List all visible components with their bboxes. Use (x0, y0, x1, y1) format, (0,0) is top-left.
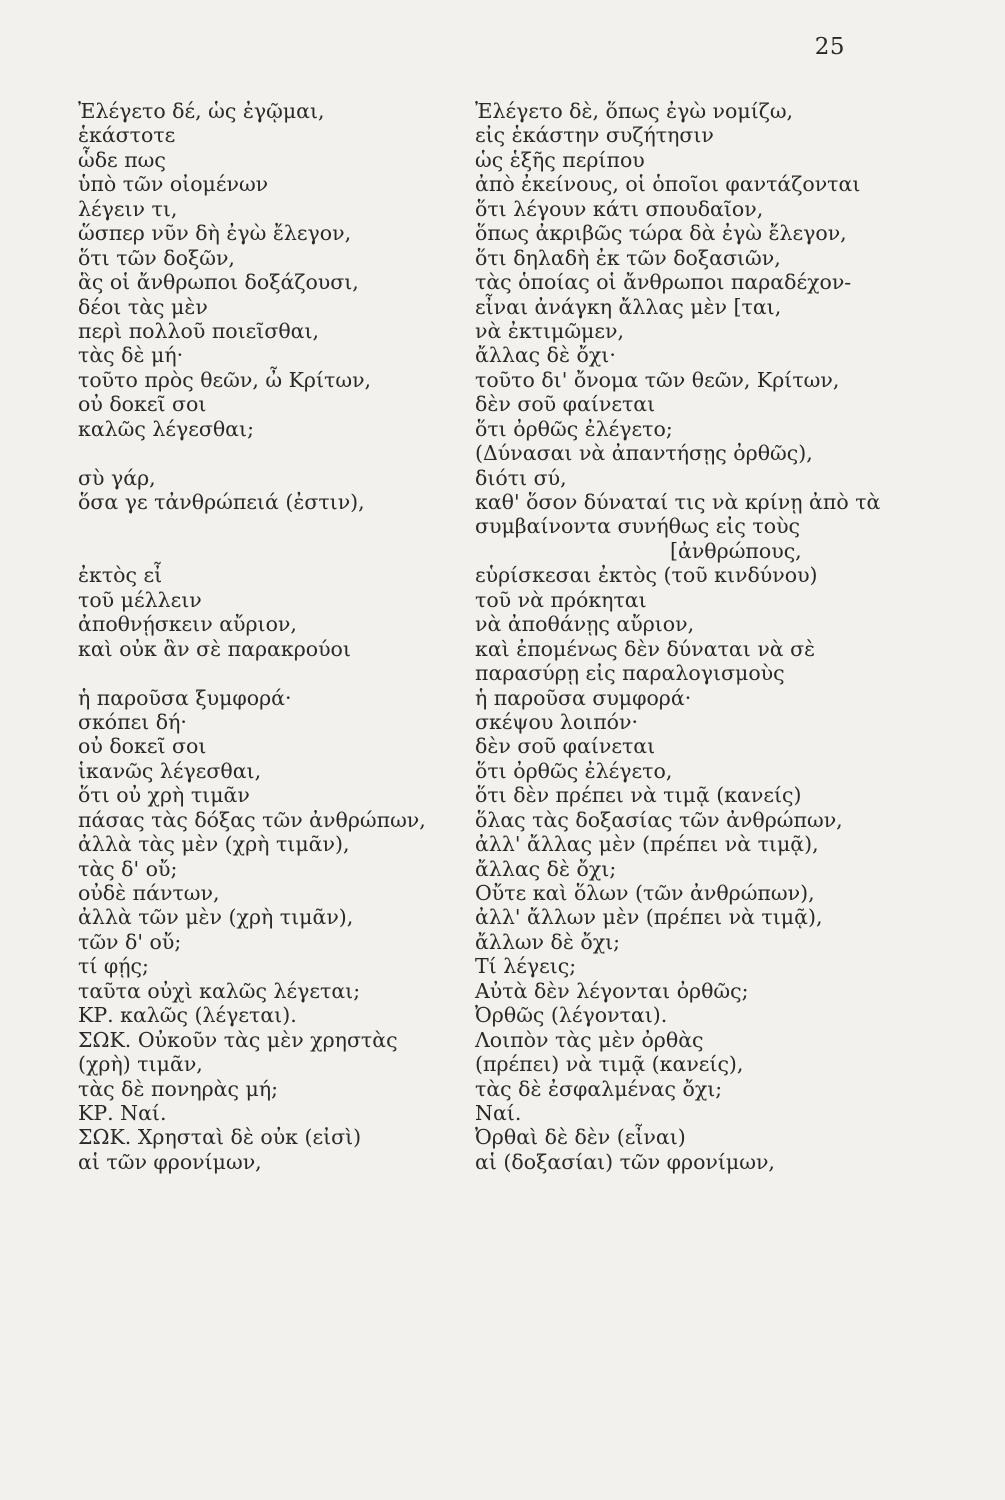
text-line: τὰς δ' οὔ; (78, 856, 178, 881)
text-line: καθ' ὅσον δύναταί τις νὰ κρίνῃ ἀπὸ τὰ (475, 490, 881, 514)
text-line: ὅτι οὐ χρὴ τιμᾶν (78, 783, 250, 808)
blank-line (78, 514, 488, 538)
text-line: εὑρίσκεσαι ἐκτὸς (τοῦ κινδύνου) (475, 563, 818, 588)
text-line: δὲν σοῦ φαίνεται (475, 392, 656, 417)
text-line: παρασύρῃ εἰς παραλογισμοὺς (475, 661, 785, 686)
text-line: ἀπὸ ἐκείνους, οἱ ὁποῖοι φαντάζονται (475, 172, 861, 197)
text-line: ἑκάστοτε (78, 123, 176, 148)
text-line: ὅτι δὲν πρέπει νὰ τιμᾷ (κανείς) (475, 783, 802, 808)
text-line: τὰς δὲ ἐσφαλμένας ὄχι; (475, 1076, 723, 1101)
page-number: 25 (814, 34, 845, 60)
text-line: ὅπως ἀκριβῶς τώρα δὰ ἐγὼ ἔλεγον, (475, 221, 847, 246)
text-line: διότι σύ, (475, 465, 567, 490)
modern-greek-translation-column (475, 99, 935, 1174)
text-line: Ναί. (475, 1100, 522, 1125)
text-line: ὡς ἑξῆς περίπου (475, 147, 645, 172)
text-line: σὺ γάρ, (78, 465, 156, 490)
text-line: Ὀρθαὶ δὲ δὲν (εἶναι) (475, 1125, 686, 1150)
text-line: συμβαίνοντα συνήθως εἰς τοὺς (475, 514, 801, 539)
text-line: ταῦτα οὐχὶ καλῶς λέγεται; (78, 978, 361, 1003)
text-line: ἱκανῶς λέγεσθαι, (78, 758, 262, 783)
text-line: ὧδε πως (78, 147, 166, 172)
text-line: καλῶς λέγεσθαι; (78, 416, 254, 441)
text-line: ὅτι ὀρθῶς ἐλέγετο; (475, 416, 673, 441)
text-line: εἶναι ἀνάγκη ἄλλας μὲν [ται, (475, 294, 782, 319)
text-line: οὐ δοκεῖ σοι (78, 734, 207, 759)
text-line: τῶν δ' οὔ; (78, 929, 182, 954)
text-line: ἡ παροῦσα συμφορά· (475, 685, 692, 710)
text-line: τὰς ὁποίας οἱ ἄνθρωποι παραδέχον- (475, 270, 852, 295)
text-line: ἄλλων δὲ ὄχι; (475, 929, 621, 954)
text-line: ὅτι τῶν δοξῶν, (78, 245, 235, 270)
text-line: ἄλλας δὲ ὄχι· (475, 343, 616, 368)
text-line: (χρὴ) τιμᾶν, (78, 1052, 203, 1077)
text-line: τοῦ μέλλειν (78, 587, 202, 612)
blank-line (78, 441, 488, 465)
text-line: τὰς δὲ πονηρὰς μή; (78, 1076, 279, 1101)
blank-line (78, 539, 488, 563)
text-line: ὅτι δηλαδὴ ἐκ τῶν δοξασιῶν, (475, 245, 781, 270)
text-line: τοῦτο πρὸς θεῶν, ὦ Κρίτων, (78, 367, 372, 392)
text-line: ἡ παροῦσα ξυμφορά· (78, 685, 292, 710)
text-line: ΣΩΚ. Χρησταὶ δὲ οὐκ (εἰσὶ) (78, 1125, 362, 1150)
text-line: καὶ ἐπομένως δὲν δύναται νὰ σὲ (475, 636, 816, 661)
text-line: ἃς οἱ ἄνθρωποι δοξάζουσι, (78, 270, 359, 295)
text-line: ἄλλας δὲ ὄχι; (475, 856, 617, 881)
text-line: τοῦτο δι' ὄνομα τῶν θεῶν, Κρίτων, (475, 367, 840, 392)
text-line: (Δύνασαι νὰ ἀπαντήσῃς ὀρθῶς), (475, 441, 813, 466)
text-line: Τί λέγεις; (475, 954, 577, 979)
text-line: ΣΩΚ. Οὐκοῦν τὰς μὲν χρηστὰς (78, 1027, 398, 1052)
text-line: ἀλλ' ἄλλων μὲν (πρέπει νὰ τιμᾷ), (475, 905, 823, 930)
text-line: αἱ τῶν φρονίμων, (78, 1149, 262, 1174)
text-line: σκόπει δή· (78, 709, 187, 734)
text-line: νὰ ἀποθάνῃς αὔριον, (475, 612, 695, 637)
text-line: ὅτι ὀρθῶς ἐλέγετο, (475, 758, 673, 783)
text-line: Ὀρθῶς (λέγονται). (475, 1003, 668, 1028)
text-line: ἀλλ' ἄλλας μὲν (πρέπει νὰ τιμᾷ), (475, 832, 819, 857)
text-line: Ἐλέγετο δέ, ὡς ἐγῷμαι, (78, 99, 325, 123)
text-line: τί φῄς; (78, 954, 149, 979)
text-line: ὑπὸ τῶν οἰομένων (78, 172, 269, 197)
text-line: εἰς ἑκάστην συζήτησιν (475, 123, 714, 148)
text-line: ἐκτὸς εἶ (78, 563, 163, 588)
greek-original-column (78, 99, 488, 1174)
text-line: Ἐλέγετο δὲ, ὅπως ἐγὼ νομίζω, (475, 99, 794, 123)
text-line: Λοιπὸν τὰς μὲν ὀρθὰς (475, 1027, 704, 1052)
text-line: τοῦ νὰ πρόκηται (475, 587, 647, 612)
text-line: δέοι τὰς μὲν (78, 294, 208, 319)
text-line: οὐ δοκεῖ σοι (78, 392, 207, 417)
text-line: τὰς δὲ μή· (78, 343, 184, 368)
text-line: ὅτι λέγουν κάτι σπουδαῖον, (475, 196, 764, 221)
text-line: δὲν σοῦ φαίνεται (475, 734, 656, 759)
text-line: [ἀνθρώπους, (670, 538, 802, 563)
text-line: ὅσα γε τἀνθρώπειά (ἐστιν), (78, 490, 365, 514)
text-line: ΚΡ. Ναί. (78, 1100, 167, 1125)
text-line: Οὔτε καὶ ὅλων (τῶν ἀνθρώπων), (475, 881, 815, 905)
text-line: αἱ (δοξασίαι) τῶν φρονίμων, (475, 1149, 775, 1174)
text-line: Αὐτὰ δὲν λέγονται ὀρθῶς; (475, 978, 749, 1003)
text-line: σκέψου λοιπόν· (475, 709, 638, 734)
text-line: ὅλας τὰς δοξασίας τῶν ἀνθρώπων, (475, 807, 843, 832)
text-line: ἀλλὰ τῶν μὲν (χρὴ τιμᾶν), (78, 905, 354, 930)
text-line: ἀποθνῄσκειν αὔριον, (78, 612, 297, 637)
text-line: ἀλλὰ τὰς μὲν (χρὴ τιμᾶν), (78, 832, 350, 857)
text-line: καὶ οὐκ ἂν σὲ παρακρούοι (78, 636, 351, 661)
text-line: ΚΡ. καλῶς (λέγεται). (78, 1003, 297, 1028)
text-line: λέγειν τι, (78, 196, 178, 221)
text-line: πάσας τὰς δόξας τῶν ἀνθρώπων, (78, 807, 426, 832)
text-line: νὰ ἐκτιμῶμεν, (475, 318, 624, 343)
blank-line (78, 661, 488, 685)
text-line: (πρέπει) νὰ τιμᾷ (κανείς), (475, 1052, 744, 1077)
text-line: περὶ πολλοῦ ποιεῖσθαι, (78, 318, 320, 343)
text-line: ὥσπερ νῦν δὴ ἐγὼ ἔλεγον, (78, 221, 352, 246)
text-line: οὐδὲ πάντων, (78, 881, 220, 905)
